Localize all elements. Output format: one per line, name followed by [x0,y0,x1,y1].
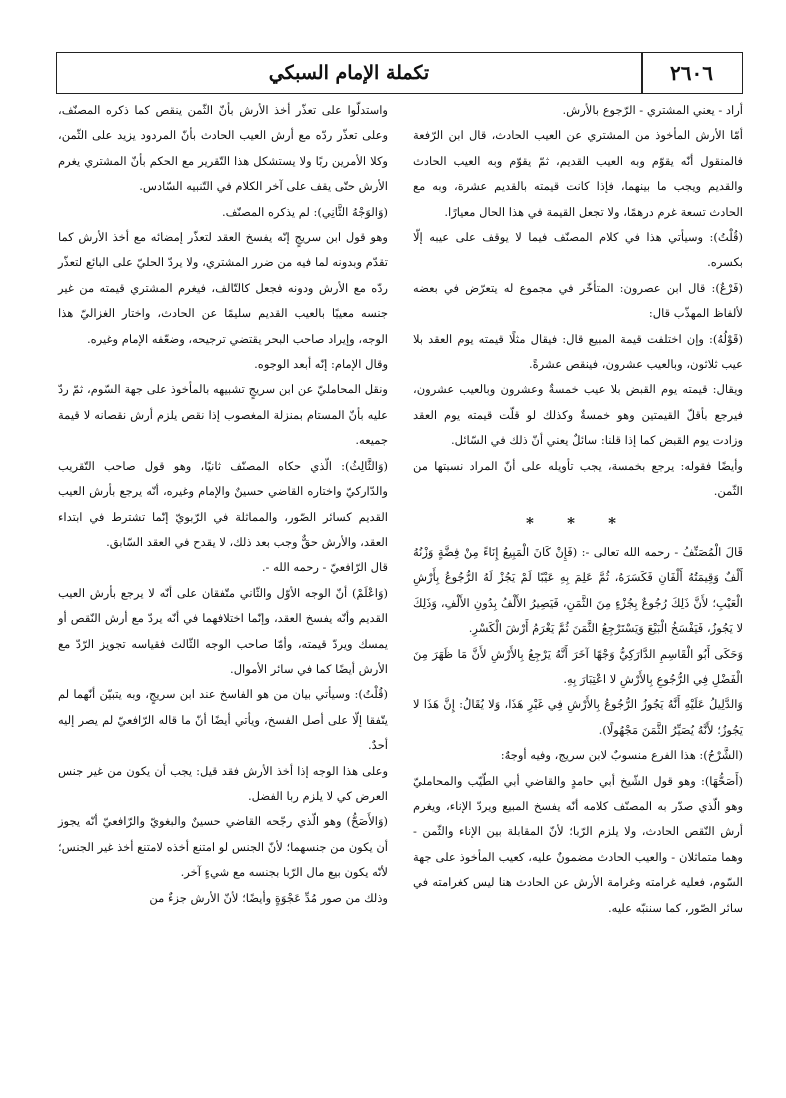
paragraph: (وَاعْلَمْ) أنّ الوجه الأوّل والثّاني متّفقان على أنّه لا يرجع بأرش العيب القديم وأنّه يفسخ العقد، وإنّما اختلافهما في أنّه يردّ مع أرش النّقص أو يمسك ويردّ قيمته، وأمّا صاحب الوجه الثّالث فقياسه تجويز الرّدّ مع الأرش أيضًا كما في سائر الأموال. [58,585,388,676]
section-separator-stars: * * * [526,513,630,532]
paragraph: (أَصَحُّهَا): وهو قول الشّيخ أبي حامدٍ والقاضي أبي الطّيّب والمحامليّ وهو الّذي صدّر به المصنّف كلامه أنّه يفسخ المبيع ويردّ الإناء، ويغرم أرش النّقص الحادث، ولا يلزم الرّبا؛ لأنّ المقابلة بين الإناء والثّمن - وهما متماثلان - والعيب الحادث مضمونٌ عليه، كعيب المأخوذ على جهة السّوم، فعليه غرامته وغرامة الأرش عن الحادث هنا ليس كغرامته في سائر الصّور، كما سننبّه عليه. [413,773,743,915]
right-column [413,98,743,1090]
paragraph: قَالَ الْمُصَنِّفُ - رحمه الله تعالى -: (فَإِنْ كَانَ الْمَبِيعُ إِنَاءً مِنْ فِضَّةٍ وَزْنُهُ أَلْفٌ وَقِيمَتُهُ أَلْفَانِ فَكَسَرَهُ، ثُمَّ عَلِمَ بِهِ عَيْبًا لَمْ يَجُزْ لَهُ الرُّجُوعُ بِأَرْشِ الْعَيْبِ؛ لأَنَّ ذَلِكَ رُجُوعٌ بِجُزْءٍ مِنَ الثَّمَنِ، فَيَصِيرُ الأَلْفُ بِدُونِ الأَلْفِ، وَذَلِكَ لا يَجُوزُ، فَيَفْسَخُ الْبَيْعَ وَيَسْتَرْجِعُ الثَّمَنَ ثُمَّ يَغْرَمُ أَرْشَ الْكَسْرِ. [413,544,743,636]
page-header [56,52,743,94]
paragraph: (قَوْلُهُ): وإن اختلفت قيمة المبيع قال: فيقال مثلًا قيمته يوم العقد بلا عيب ثلاثون، وبالعيب عشرون، فينقص عشرةً. [413,331,743,372]
paragraph: (قُلْتُ): وسيأتي بيان من هو الفاسخ عند ابن سريجٍ، وبه يتبيّن أنّهما لم يتّفقا إلّا على أصل الفسخ، ويأتي أيضًا أنّ ما قاله الرّافعيّ لم يصر إليه أحدٌ. [58,687,388,753]
left-column [58,98,388,1090]
paragraph: وَالدَّلِيلُ عَلَيْهِ أَنَّهُ يَجُوزُ الرُّجُوعُ بِالأَرْشِ فِي غَيْرِ هَذَا، وَلا يُقَالُ: إِنَّ هَذَا لا يَجُوزُ؛ لأَنَّهُ يُصَيِّرُ الثَّمَنَ مَجْهُولًا). [413,697,743,737]
paragraph: (الشَّرْحُ): هذا الفرع منسوبٌ لابن سريج، وفيه أوجهٌ: [500,748,743,763]
paragraph: ويقال: قيمته يوم القبض بلا عيب خمسةٌ وعشرون وبالعيب عشرون، فيرجع بأقلّ القيمتين وهو خمسةٌ وكذلك لو قلّت قيمته يوم العقد وزادت يوم القبض كما إذا قلنا: سائلٌ يعني أنّ ذلك في السّائل. [413,382,743,448]
paragraph: (وَالوَجْهُ الثَّانِي): لم يذكره المصنّف. [222,204,388,219]
paragraph: (وَالثَّالِثُ): الّذي حكاه المصنّف ثانيًا، وهو قول صاحب التّقريب والدّاركيّ واختاره القاضي حسينٌ والإمام وغيره، أنّه يرجع بأرش العيب القديم كسائر الصّور، والمماثلة في الرّبويّ إنّما تشترط في ابتداء العقد، والأرش حقٌّ وجب بعد ذلك، لا يقدح في العقد السّابق. [58,458,388,549]
paragraph: ونقل المحامليّ عن ابن سريجٍ تشبيهه بالمأخوذ على جهة السّوم، ثمّ ردّ عليه بأنّ المستام بمنزلة المغصوب إذا نقص يلزم أرش نقصانه لا قيمة جميعه. [58,382,388,448]
header-divider [641,53,643,93]
page-number: ٢٦٠٦ [670,61,713,85]
paragraph: واستدلّوا على تعذّر أخذ الأرش بأنّ الثّمن ينقص كما ذكره المصنّف، وعلى تعذّر ردّه مع أرش العيب الحادث بأنّ المردود يزيد على الثّمن، وكلا الأمرين ربًا ولا يستشكل هذا التّقرير مع الحكم بأنّ المشتري يغرم الأرش حتّى يقف على آخر الكلام في التّنبيه السّادس. [58,103,388,194]
book-title: تكملة الإمام السبكي [268,62,430,84]
paragraph: وأيضًا فقوله: يرجع بخمسة، يجب تأويله على أنّ المراد نسبتها من الثّمن. [413,458,743,499]
paragraph: قال الرّافعيّ - رحمه الله -. [261,560,388,575]
paragraph: أمّا الأرش المأخوذ من المشتري عن العيب الحادث، قال ابن الرّفعة فالمنقول أنّه يقوّم وبه العيب القديم، ثمّ يقوّم وبه العيب الحادث والقديم ويجب ما بينهما، فإذا كانت قيمته بالقديم عشرة، وبه مع الحادث تسعة غرم درهمًا، ولا تجعل القيمة في هذا الحال معيارًا. [413,128,743,219]
paragraph: (فَرْعٌ): قال ابن عصرون: المتأخّر في مجموع له يتعرّض في بعضه لألفاظ المهذّب قال: [413,280,743,321]
paragraph: أراد - يعني المشتري - الرّجوع بالأرش. [562,103,743,117]
paragraph: (وَالأَصَحُّ) وهو الّذي رجّحه القاضي حسينٌ والبغويّ والرّافعيّ أنّه يجوز أن يكون من جنسهما؛ لأنّ الجنس لو امتنع أخذه لامتنع أخذ غير الجنس؛ لأنّه يكون بيع مال الرّبا بجنسه مع شيءٍ آخر. [58,814,388,880]
paragraph: وهو قول ابن سريجٍ إنّه يفسخ العقد لتعذّر إمضائه مع أخذ الأرش كما تقدّم وبدونه لما فيه من ضرر المشتري، ولا يردّ الحليّ على البائع لتعذّر ردّه مع الأرش ودونه فجعل كالتّالف، فيغرم المشتري قيمته من غير جنسه معيبًا بالعيب القديم سليمًا عن الحادث، واختار الغزاليّ هذا الوجه، وإيراد صاحب البحر يقتضي ترجيحه، وضعّفه الإمام وغيره. [58,230,388,346]
paragraph: وَحَكَى أَبُو الْقَاسِمِ الدَّارَكِيُّ وَجْهًا آخَرَ أَنَّهُ يَرْجِعُ بِالأَرْشِ لأَنَّ مَا ظَهَرَ مِنَ الْفَضْلِ فِي الرُّجُوعِ بِالأَرْشِ لا اعْتِبَارَ بِهِ. [413,646,743,686]
paragraph: وعلى هذا الوجه إذا أخذ الأرش فقد قيل: يجب أن يكون من غير جنس العرض كي لا يلزم ربا الفضل. [58,763,388,803]
paragraph: (قُلْتُ): وسيأتي هذا في كلام المصنّف فيما لا يوقف على عيبه إلّا بكسره. [413,230,743,270]
paragraph: وذلك من صور مُدِّ عَجْوَةٍ وأيضًا؛ لأنّ الأرش جزءٌ من [149,890,388,905]
paragraph: وقال الإمام: إنّه أبعد الوجوه. [254,357,388,372]
